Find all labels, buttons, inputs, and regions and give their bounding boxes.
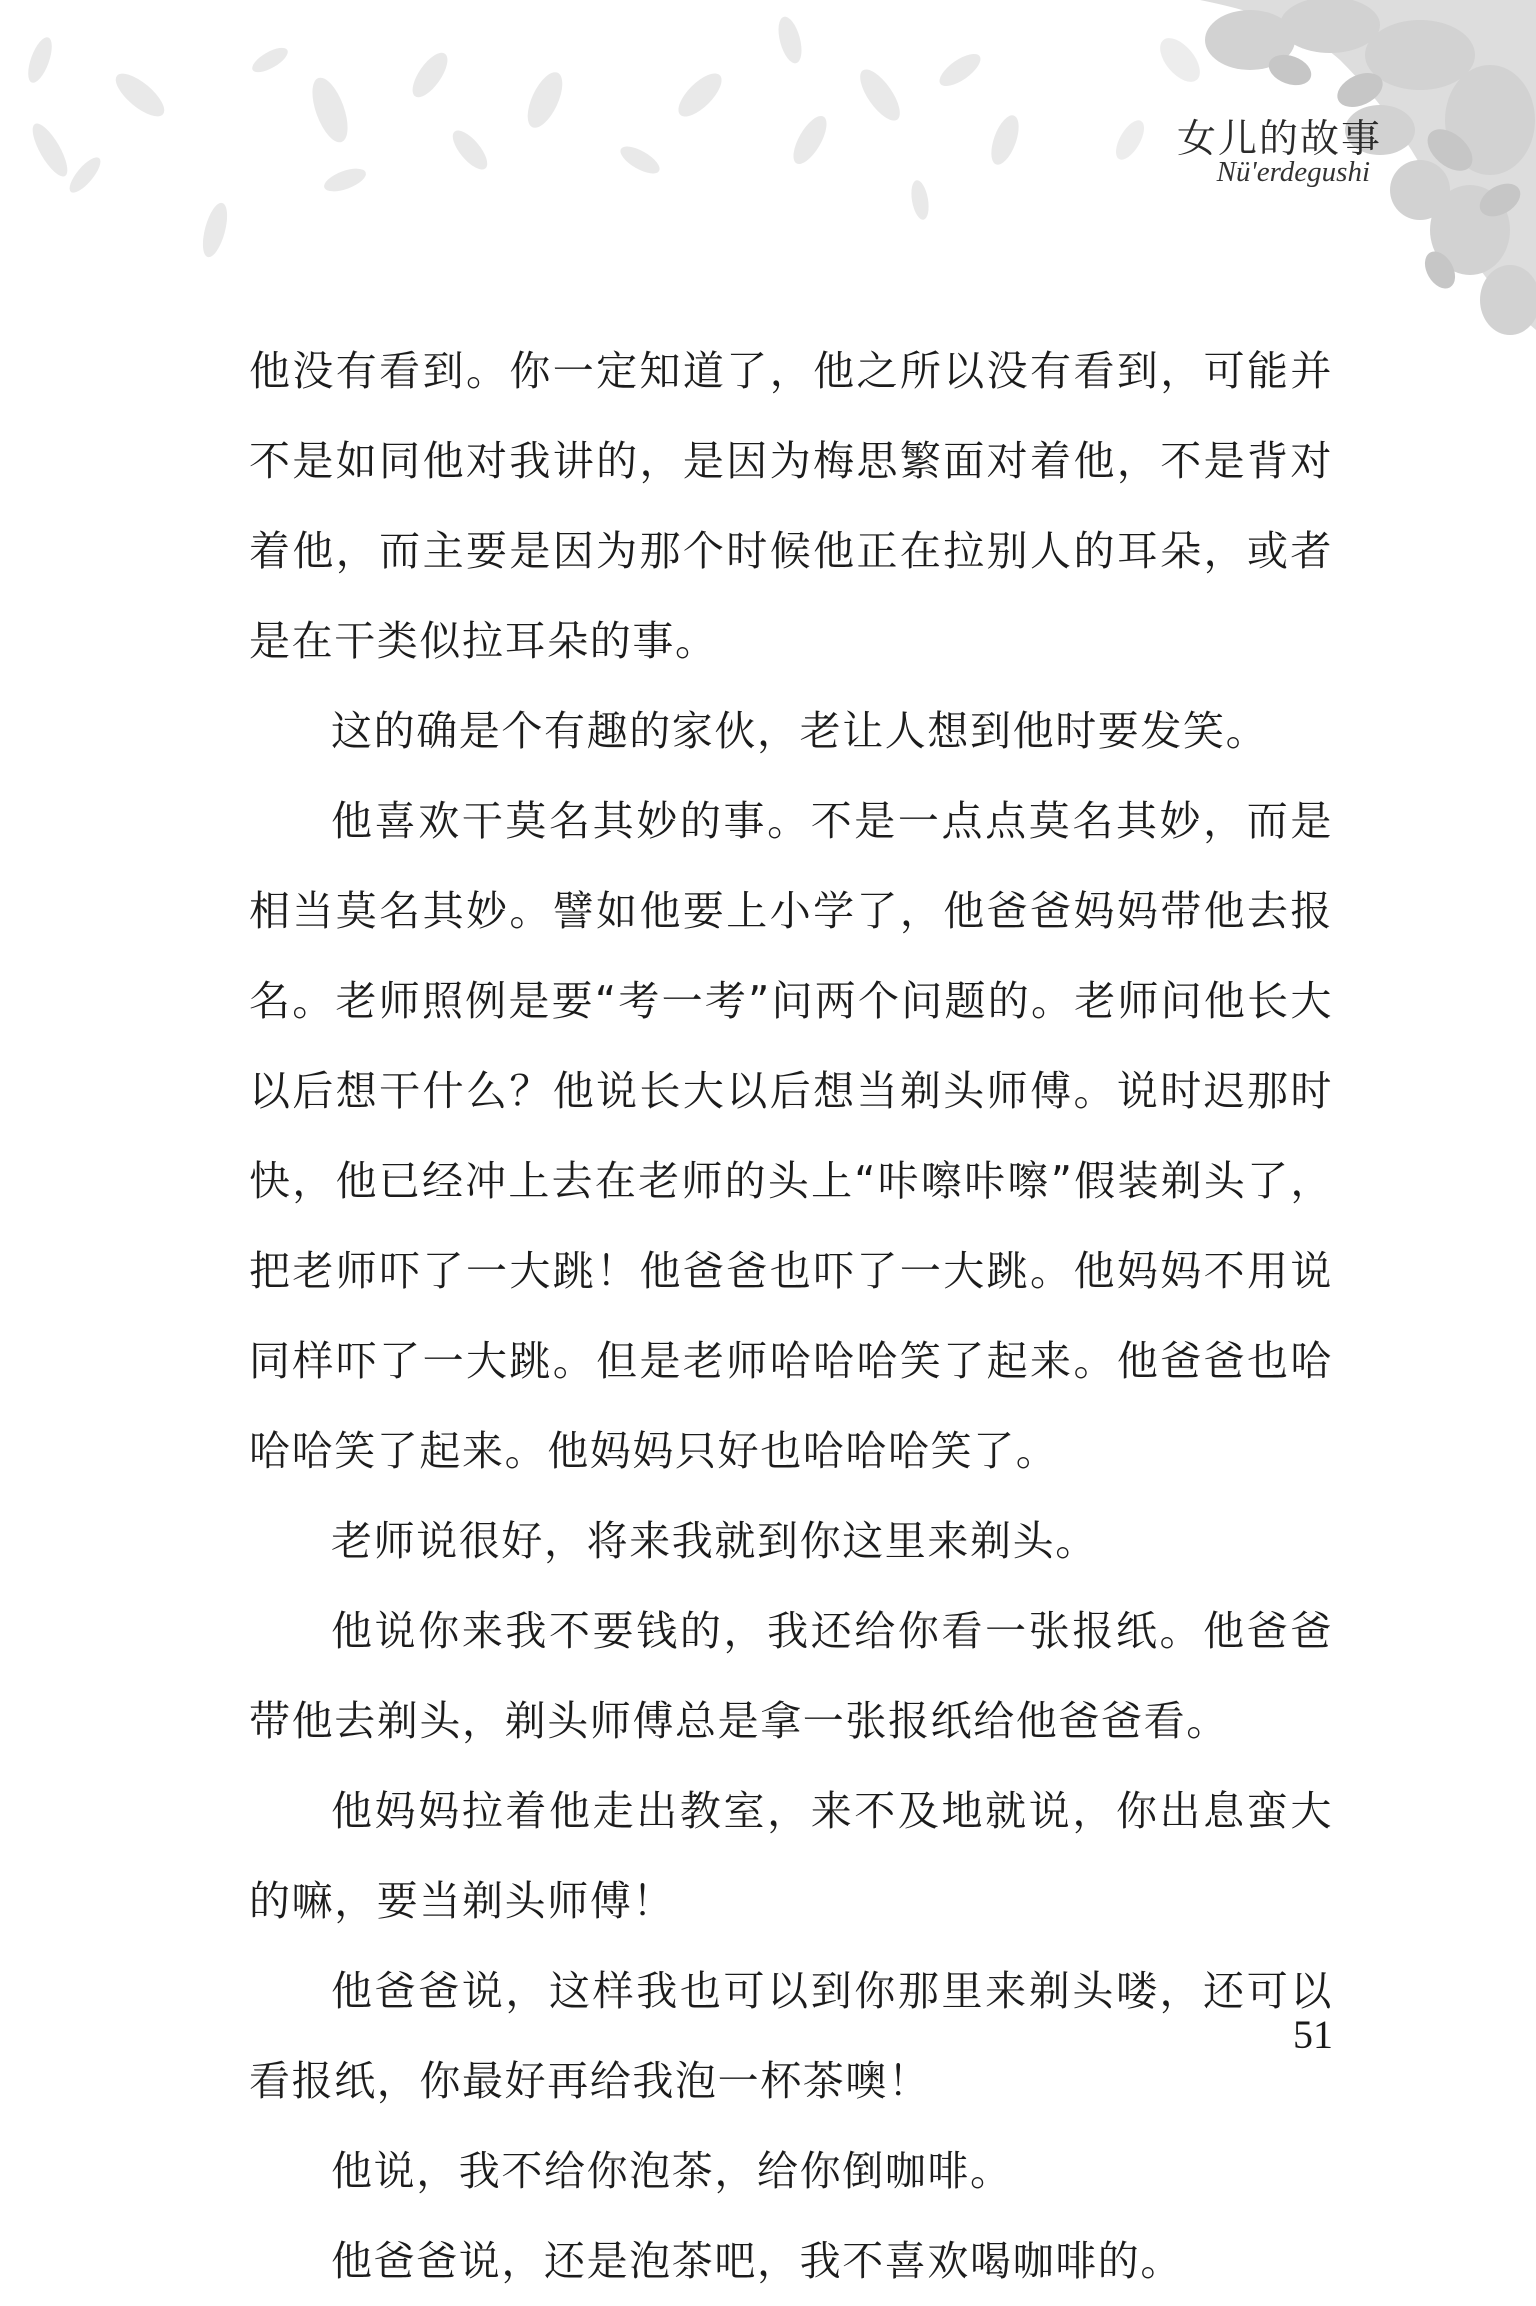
paragraph: 老师说很好，将来我就到你这里来剃头。 xyxy=(331,1517,1098,1565)
body-text xyxy=(249,326,1333,2306)
paragraph: 他说，我不给你泡茶，给你倒咖啡。 xyxy=(331,2147,1013,2195)
paragraph: 这的确是个有趣的家伙，老让人想到他时要发笑。 xyxy=(331,707,1269,755)
leaf-decoration xyxy=(0,0,1536,380)
paragraph: 他喜欢干莫名其妙的事。不是一点点莫名其妙，而是相当莫名其妙。譬如他要上小学了，他爸爸妈妈带他去报名。老师照例是要“考一考”问两个问题的。老师问他长大以后想干什么？他说长大以后想当剃头师傅。说时迟那时快，他已经冲上去在老师的头上“咔嚓咔嚓”假装剃头了，把老师吓了一大跳！他爸爸也吓了一大跳。他妈妈不用说同样吓了一大跳。但是老师哈哈哈笑了起来。他爸爸也哈哈哈笑了起来。他妈妈只好也哈哈哈笑了。 xyxy=(249,797,1333,1475)
page-number: 51 xyxy=(1293,2012,1333,2057)
paragraph: 他没有看到。你一定知道了，他之所以没有看到，可能并不是如同他对我讲的，是因为梅思繁面对着他，不是背对着他，而主要是因为那个时候他正在拉别人的耳朵，或者是在干类似拉耳朵的事。 xyxy=(249,347,1333,665)
book-title: 女儿的故事 xyxy=(1176,117,1382,162)
running-header xyxy=(1176,108,1382,188)
book-title-latin: Nü'erdegushi xyxy=(1216,156,1370,188)
paragraph: 他说你来我不要钱的，我还给你看一张报纸。他爸爸带他去剃头，剃头师傅总是拿一张报纸给他爸爸看。 xyxy=(249,1607,1333,1745)
paragraph: 他妈妈拉着他走出教室，来不及地就说，你出息蛮大的嘛，要当剃头师傅！ xyxy=(249,1787,1333,1925)
paragraph: 他爸爸说，还是泡茶吧，我不喜欢喝咖啡的。 xyxy=(331,2237,1183,2285)
paragraph: 他爸爸说，这样我也可以到你那里来剃头喽，还可以看报纸，你最好再给我泡一杯茶噢！ xyxy=(249,1967,1333,2105)
